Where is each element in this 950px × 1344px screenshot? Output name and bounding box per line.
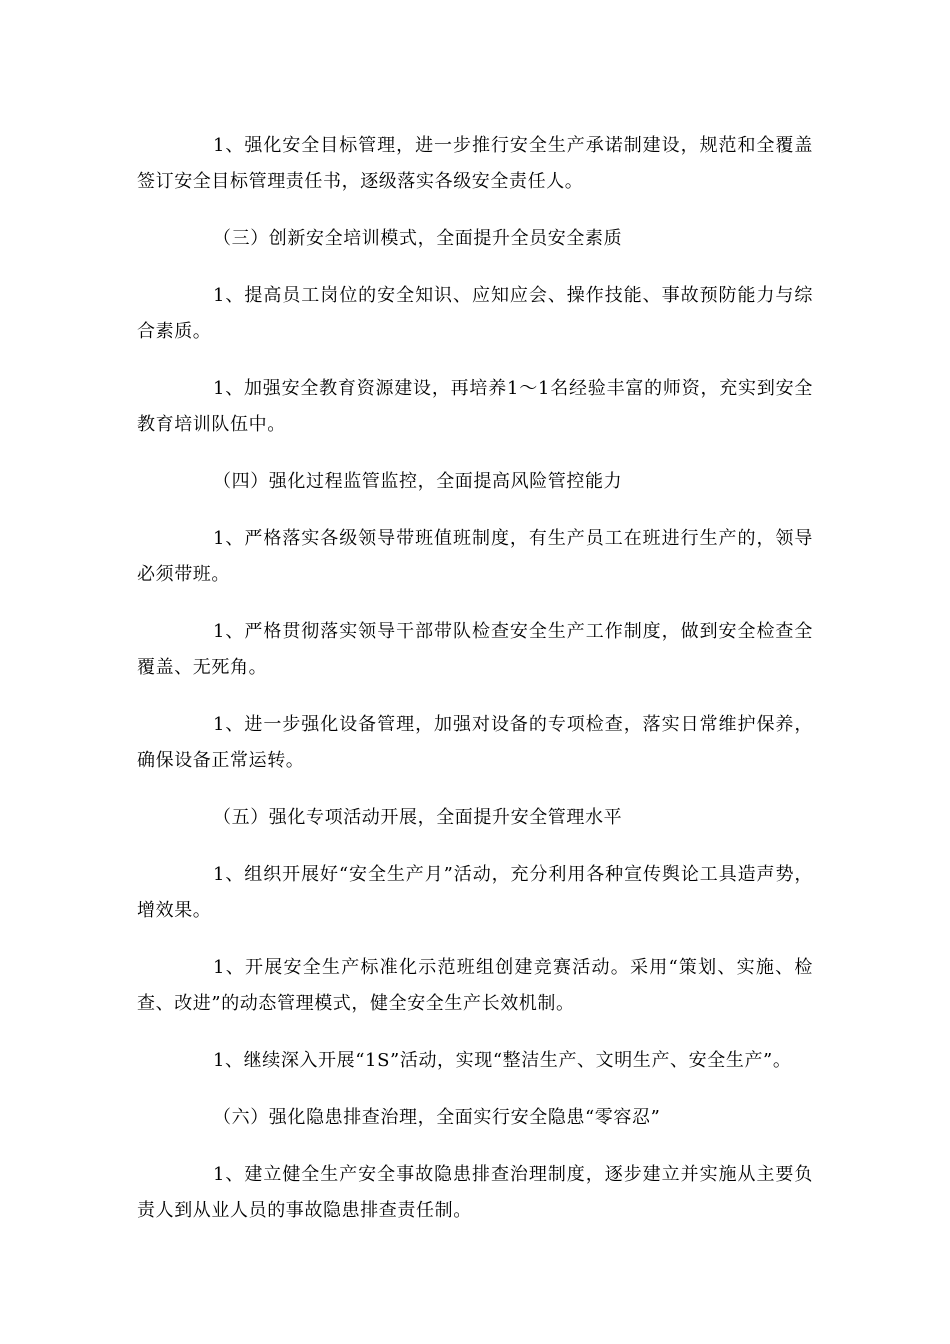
paragraph-hazard-system: 1、建立健全生产安全事故隐患排查治理制度，逐步建立并实施从主要负责人到从业人员的事故隐患排查责任制。 — [137, 1164, 813, 1221]
paragraph-employee-skills: 1、提高员工岗位的安全知识、应知应会、操作技能、事故预防能力与综合素质。 — [137, 285, 813, 342]
document-body — [137, 128, 813, 1250]
section-heading-5: （五）强化专项活动开展，全面提升安全管理水平 — [213, 807, 623, 828]
paragraph-leader-duty: 1、严格落实各级领导带班值班制度，有生产员工在班进行生产的，领导必须带班。 — [137, 528, 813, 585]
paragraph-inspection: 1、严格贯彻落实领导干部带队检查安全生产工作制度，做到安全检查全覆盖、无死角。 — [137, 621, 813, 678]
section-heading-6: （六）强化隐患排查治理，全面实行安全隐患“零容忍” — [213, 1107, 661, 1128]
section-heading-3: （三）创新安全培训模式，全面提升全员安全素质 — [213, 228, 623, 249]
paragraph-equipment: 1、进一步强化设备管理，加强对设备的专项检查，落实日常维护保养，确保设备正常运转。 — [137, 714, 813, 771]
paragraph-safety-month: 1、组织开展好“安全生产月”活动，充分利用各种宣传舆论工具造声势，增效果。 — [137, 864, 813, 921]
paragraph-target-management: 1、强化安全目标管理，进一步推行安全生产承诺制建设，规范和全覆盖签订安全目标管理责任书，逐级落实各级安全责任人。 — [137, 135, 813, 192]
paragraph-standardization: 1、开展安全生产标准化示范班组创建竞赛活动。采用“策划、实施、检查、改进”的动态管理模式，健全安全生产长效机制。 — [137, 957, 813, 1014]
paragraph-education-resources: 1、加强安全教育资源建设，再培养1～1名经验丰富的师资，充实到安全教育培训队伍中。 — [137, 378, 813, 435]
paragraph-1s-activity: 1、继续深入开展“1S”活动，实现“整洁生产、文明生产、安全生产”。 — [213, 1050, 792, 1071]
section-heading-4: （四）强化过程监管监控，全面提高风险管控能力 — [213, 471, 623, 492]
